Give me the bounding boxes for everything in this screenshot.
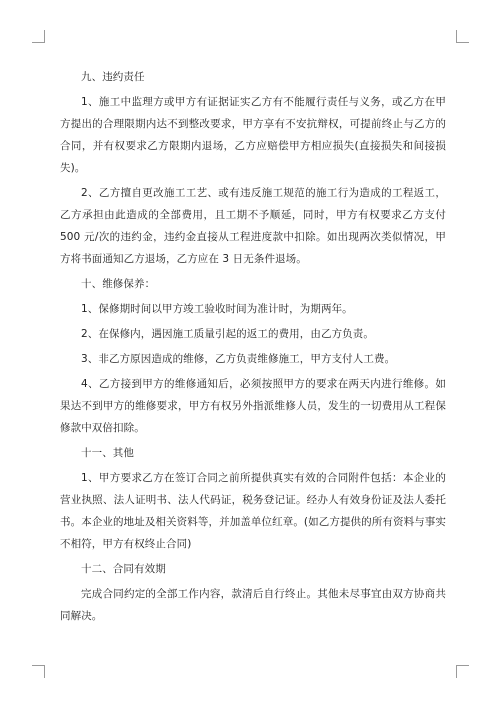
paragraph-breach-1: 1、施工中监理方或甲方有证据证实乙方有不能履行责任与义务，或乙方在甲方提出的合理限期内达不到整改要求，甲方享有不安抗辩权，可提前终止与乙方的合同，并有权要求乙方限期内退场，乙方应赔偿甲方相应损失(直接损失和间接损失)。 (60, 96, 446, 174)
crop-mark-bottom-left (32, 665, 45, 678)
crop-mark-bottom-right (456, 665, 469, 678)
paragraph-maintenance-2: 2、在保修内，遇因施工质量引起的返工的费用，由乙方负责。 (81, 328, 374, 340)
section-heading-breach-liability: 九、违约责任 (81, 71, 145, 83)
document-body (60, 66, 446, 630)
section-heading-maintenance: 十、维修保养： (81, 278, 156, 290)
paragraph-maintenance-4: 4、乙方接到甲方的维修通知后，必须按照甲方的要求在两天内进行维修。如果达不到甲方的维修要求，甲方有权另外指派维修人员，发生的一切费用从工程保修款中双倍扣除。 (60, 378, 446, 434)
paragraph-breach-2: 2、乙方擅自更改施工工艺、或有违反施工规范的施工行为造成的工程返工，乙方承担由此造成的全部费用，且工期不予顺延，同时，甲方有权要求乙方支付 500 元/次的违约金，违约金直接从工程进度款中扣除。如出现两次类似情况，甲方将书面通知乙方退场，乙方应在 3 日无条件退场。 (60, 187, 446, 265)
section-heading-other: 十一、其他 (81, 447, 134, 459)
crop-mark-top-right (456, 30, 469, 43)
paragraph-validity: 完成合同约定的全部工作内容，款清后自行终止。其他未尽事宜由双方协商共同解决。 (60, 588, 446, 622)
paragraph-maintenance-1: 1、保修期时间以甲方竣工验收时间为准计时，为期两年。 (81, 303, 353, 315)
section-heading-validity: 十二、合同有效期 (81, 563, 166, 575)
paragraph-maintenance-3: 3、非乙方原因造成的维修，乙方负责维修施工，甲方支付人工费。 (81, 353, 396, 365)
paragraph-other-1: 1、甲方要求乙方在签订合同之前所提供真实有效的合同附件包括：本企业的营业执照、法人证明书、法人代码证，税务登记证。经办人有效身份证及法人委托书。本企业的地址及相关资料等，并加盖单位红章。(如乙方提供的所有资料与事实不相符，甲方有权终止合同) (60, 472, 446, 550)
crop-mark-top-left (32, 30, 45, 43)
